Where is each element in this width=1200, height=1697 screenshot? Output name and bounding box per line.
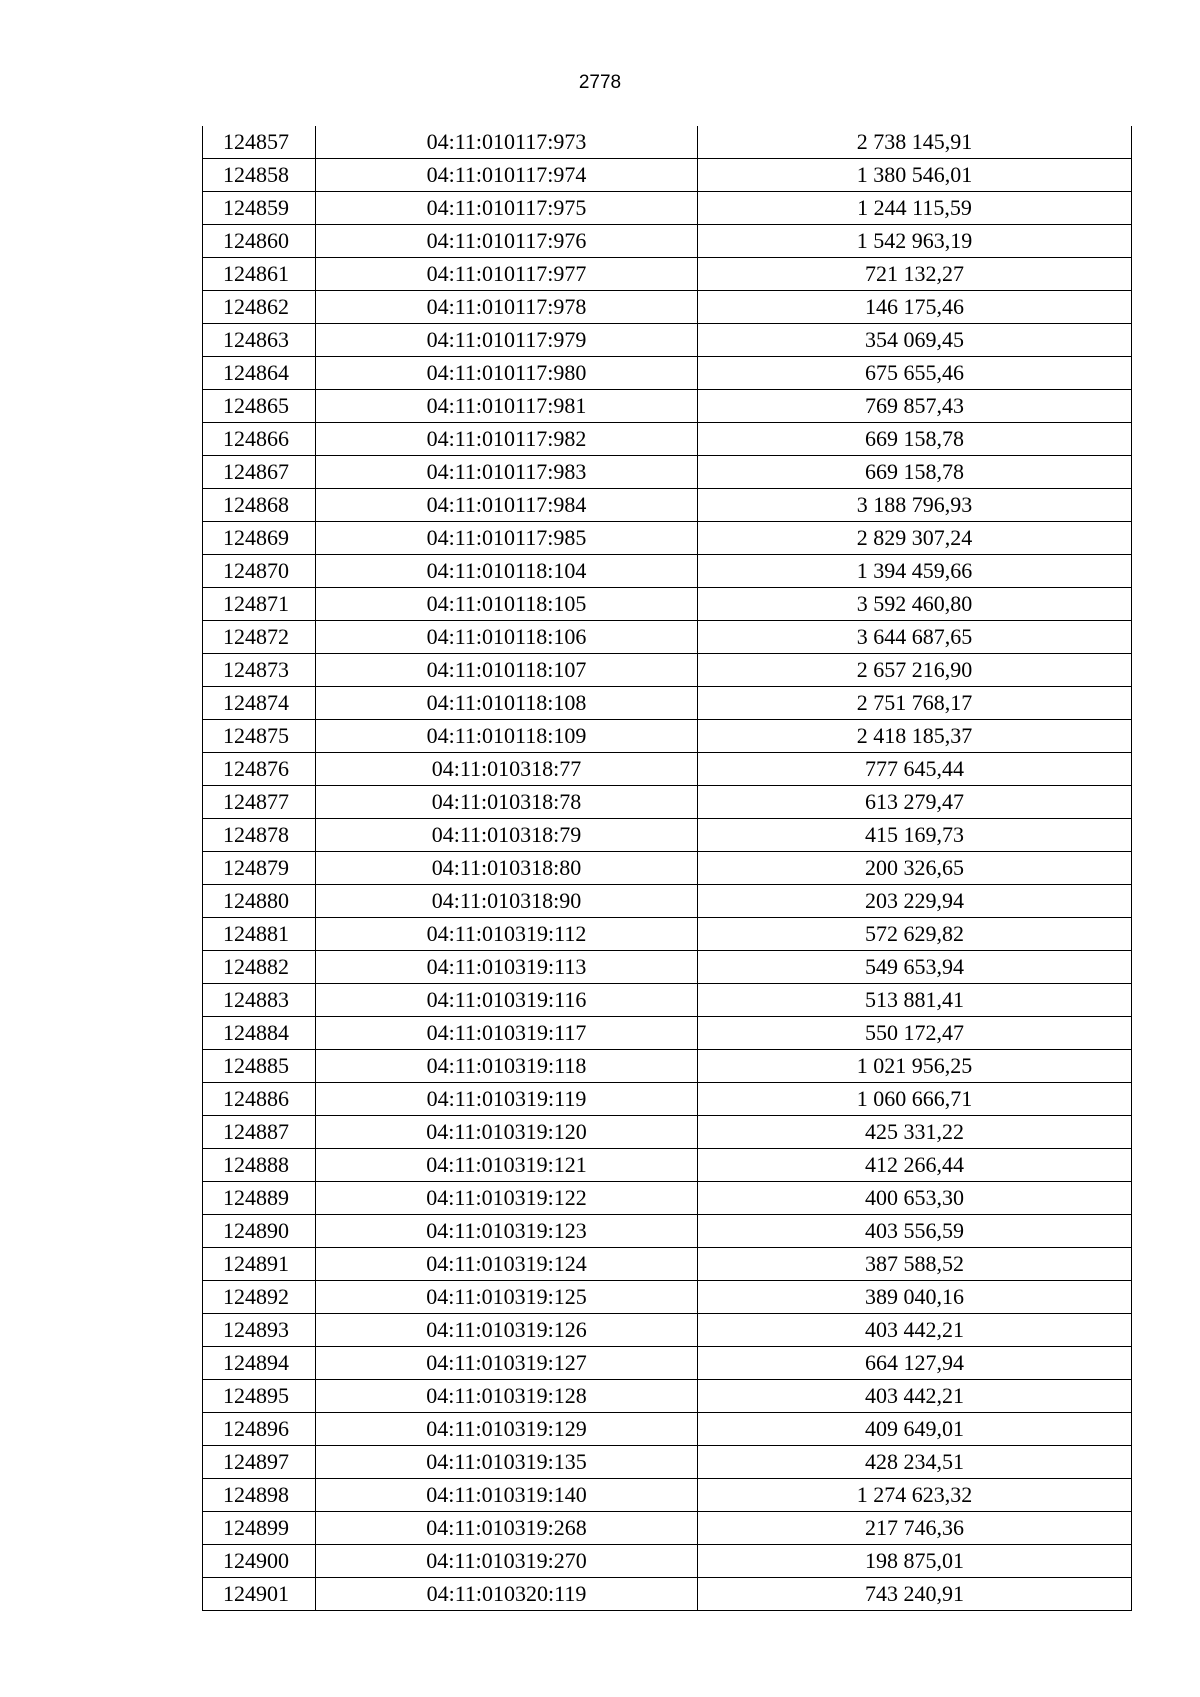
cadastral-value-cell: 3 644 687,65 — [698, 621, 1132, 654]
table-row — [203, 522, 1132, 555]
row-number-cell: 124881 — [203, 918, 316, 951]
row-number-cell: 124868 — [203, 489, 316, 522]
cadastral-value-cell: 425 331,22 — [698, 1116, 1132, 1149]
table-row — [203, 1446, 1132, 1479]
cadastral-number-cell: 04:11:010319:116 — [316, 984, 698, 1017]
row-number-cell: 124895 — [203, 1380, 316, 1413]
cadastral-number-cell: 04:11:010318:90 — [316, 885, 698, 918]
row-number-cell: 124896 — [203, 1413, 316, 1446]
cadastral-number-cell: 04:11:010117:975 — [316, 192, 698, 225]
cadastral-value-cell: 513 881,41 — [698, 984, 1132, 1017]
cadastral-value-cell: 1 380 546,01 — [698, 159, 1132, 192]
table-row — [203, 1380, 1132, 1413]
cadastral-number-cell: 04:11:010319:112 — [316, 918, 698, 951]
cadastral-value-cell: 669 158,78 — [698, 456, 1132, 489]
table-row — [203, 159, 1132, 192]
table-row — [203, 291, 1132, 324]
cadastral-value-cell: 415 169,73 — [698, 819, 1132, 852]
cadastral-number-cell: 04:11:010319:128 — [316, 1380, 698, 1413]
row-number-cell: 124900 — [203, 1545, 316, 1578]
row-number-cell: 124869 — [203, 522, 316, 555]
row-number-cell: 124866 — [203, 423, 316, 456]
cadastral-value-cell: 721 132,27 — [698, 258, 1132, 291]
table-row — [203, 225, 1132, 258]
row-number-cell: 124867 — [203, 456, 316, 489]
cadastral-number-cell: 04:11:010319:126 — [316, 1314, 698, 1347]
table-row — [203, 654, 1132, 687]
table-row — [203, 1149, 1132, 1182]
cadastral-value-cell: 769 857,43 — [698, 390, 1132, 423]
cadastral-value-cell: 428 234,51 — [698, 1446, 1132, 1479]
page-number: 2778 — [578, 72, 622, 93]
table-row — [203, 1281, 1132, 1314]
cadastral-value-table — [202, 126, 1132, 1611]
row-number-cell: 124899 — [203, 1512, 316, 1545]
cadastral-number-cell: 04:11:010318:78 — [316, 786, 698, 819]
cadastral-value-cell: 2 829 307,24 — [698, 522, 1132, 555]
row-number-cell: 124887 — [203, 1116, 316, 1149]
cadastral-number-cell: 04:11:010319:120 — [316, 1116, 698, 1149]
cadastral-number-cell: 04:11:010319:123 — [316, 1215, 698, 1248]
cadastral-value-cell: 743 240,91 — [698, 1578, 1132, 1611]
cadastral-number-cell: 04:11:010318:77 — [316, 753, 698, 786]
cadastral-value-cell: 3 188 796,93 — [698, 489, 1132, 522]
cadastral-number-cell: 04:11:010320:119 — [316, 1578, 698, 1611]
cadastral-value-cell: 1 060 666,71 — [698, 1083, 1132, 1116]
table-row — [203, 852, 1132, 885]
cadastral-number-cell: 04:11:010318:80 — [316, 852, 698, 885]
row-number-cell: 124859 — [203, 192, 316, 225]
cadastral-number-cell: 04:11:010319:122 — [316, 1182, 698, 1215]
table-row — [203, 1545, 1132, 1578]
table-row — [203, 1314, 1132, 1347]
table-row — [203, 588, 1132, 621]
row-number-cell: 124886 — [203, 1083, 316, 1116]
cadastral-value-cell: 387 588,52 — [698, 1248, 1132, 1281]
cadastral-value-cell: 669 158,78 — [698, 423, 1132, 456]
row-number-cell: 124874 — [203, 687, 316, 720]
table-row — [203, 1182, 1132, 1215]
cadastral-number-cell: 04:11:010318:79 — [316, 819, 698, 852]
cadastral-number-cell: 04:11:010118:109 — [316, 720, 698, 753]
cadastral-number-cell: 04:11:010118:106 — [316, 621, 698, 654]
cadastral-value-cell: 777 645,44 — [698, 753, 1132, 786]
cadastral-number-cell: 04:11:010117:978 — [316, 291, 698, 324]
row-number-cell: 124898 — [203, 1479, 316, 1512]
table-row — [203, 324, 1132, 357]
cadastral-number-cell: 04:11:010319:268 — [316, 1512, 698, 1545]
row-number-cell: 124860 — [203, 225, 316, 258]
cadastral-value-cell: 2 738 145,91 — [698, 126, 1132, 159]
cadastral-value-cell: 403 442,21 — [698, 1380, 1132, 1413]
table-row — [203, 1347, 1132, 1380]
table-body — [203, 126, 1132, 1611]
cadastral-value-cell: 2 751 768,17 — [698, 687, 1132, 720]
row-number-cell: 124861 — [203, 258, 316, 291]
row-number-cell: 124880 — [203, 885, 316, 918]
table-row — [203, 192, 1132, 225]
row-number-cell: 124897 — [203, 1446, 316, 1479]
row-number-cell: 124858 — [203, 159, 316, 192]
cadastral-value-cell: 1 542 963,19 — [698, 225, 1132, 258]
cadastral-value-cell: 1 021 956,25 — [698, 1050, 1132, 1083]
cadastral-number-cell: 04:11:010117:985 — [316, 522, 698, 555]
table-row — [203, 984, 1132, 1017]
row-number-cell: 124862 — [203, 291, 316, 324]
table-row — [203, 1578, 1132, 1611]
table-row — [203, 819, 1132, 852]
table-row — [203, 258, 1132, 291]
row-number-cell: 124871 — [203, 588, 316, 621]
row-number-cell: 124879 — [203, 852, 316, 885]
row-number-cell: 124878 — [203, 819, 316, 852]
row-number-cell: 124877 — [203, 786, 316, 819]
row-number-cell: 124864 — [203, 357, 316, 390]
cadastral-value-cell: 354 069,45 — [698, 324, 1132, 357]
cadastral-value-cell: 2 657 216,90 — [698, 654, 1132, 687]
cadastral-number-cell: 04:11:010319:117 — [316, 1017, 698, 1050]
cadastral-number-cell: 04:11:010319:140 — [316, 1479, 698, 1512]
cadastral-number-cell: 04:11:010319:270 — [316, 1545, 698, 1578]
cadastral-number-cell: 04:11:010117:974 — [316, 159, 698, 192]
cadastral-number-cell: 04:11:010319:135 — [316, 1446, 698, 1479]
cadastral-value-cell: 203 229,94 — [698, 885, 1132, 918]
table-row — [203, 951, 1132, 984]
cadastral-value-cell: 403 556,59 — [698, 1215, 1132, 1248]
table-row — [203, 687, 1132, 720]
row-number-cell: 124865 — [203, 390, 316, 423]
cadastral-number-cell: 04:11:010117:977 — [316, 258, 698, 291]
cadastral-number-cell: 04:11:010319:129 — [316, 1413, 698, 1446]
table-row — [203, 423, 1132, 456]
row-number-cell: 124892 — [203, 1281, 316, 1314]
cadastral-number-cell: 04:11:010118:104 — [316, 555, 698, 588]
table-row — [203, 918, 1132, 951]
cadastral-number-cell: 04:11:010117:979 — [316, 324, 698, 357]
row-number-cell: 124884 — [203, 1017, 316, 1050]
table-row — [203, 489, 1132, 522]
row-number-cell: 124890 — [203, 1215, 316, 1248]
cadastral-value-cell: 412 266,44 — [698, 1149, 1132, 1182]
table-row — [203, 390, 1132, 423]
table-row — [203, 126, 1132, 159]
cadastral-value-cell: 1 274 623,32 — [698, 1479, 1132, 1512]
row-number-cell: 124882 — [203, 951, 316, 984]
table-row — [203, 1413, 1132, 1446]
cadastral-number-cell: 04:11:010319:119 — [316, 1083, 698, 1116]
row-number-cell: 124893 — [203, 1314, 316, 1347]
table-row — [203, 357, 1132, 390]
row-number-cell: 124875 — [203, 720, 316, 753]
row-number-cell: 124894 — [203, 1347, 316, 1380]
cadastral-number-cell: 04:11:010117:976 — [316, 225, 698, 258]
cadastral-number-cell: 04:11:010118:107 — [316, 654, 698, 687]
table-row — [203, 1083, 1132, 1116]
cadastral-value-cell: 389 040,16 — [698, 1281, 1132, 1314]
cadastral-number-cell: 04:11:010319:124 — [316, 1248, 698, 1281]
table-row — [203, 720, 1132, 753]
cadastral-number-cell: 04:11:010117:982 — [316, 423, 698, 456]
table-row — [203, 1050, 1132, 1083]
cadastral-number-cell: 04:11:010319:121 — [316, 1149, 698, 1182]
table-row — [203, 753, 1132, 786]
cadastral-value-cell: 198 875,01 — [698, 1545, 1132, 1578]
table-row — [203, 885, 1132, 918]
table-row — [203, 1017, 1132, 1050]
cadastral-value-cell: 675 655,46 — [698, 357, 1132, 390]
row-number-cell: 124889 — [203, 1182, 316, 1215]
row-number-cell: 124873 — [203, 654, 316, 687]
cadastral-number-cell: 04:11:010117:984 — [316, 489, 698, 522]
row-number-cell: 124885 — [203, 1050, 316, 1083]
table-row — [203, 456, 1132, 489]
cadastral-value-cell: 2 418 185,37 — [698, 720, 1132, 753]
cadastral-value-cell: 409 649,01 — [698, 1413, 1132, 1446]
row-number-cell: 124876 — [203, 753, 316, 786]
cadastral-value-cell: 403 442,21 — [698, 1314, 1132, 1347]
cadastral-value-cell: 664 127,94 — [698, 1347, 1132, 1380]
cadastral-value-cell: 217 746,36 — [698, 1512, 1132, 1545]
row-number-cell: 124901 — [203, 1578, 316, 1611]
cadastral-value-cell: 549 653,94 — [698, 951, 1132, 984]
cadastral-number-cell: 04:11:010117:980 — [316, 357, 698, 390]
row-number-cell: 124872 — [203, 621, 316, 654]
row-number-cell: 124891 — [203, 1248, 316, 1281]
table-row — [203, 1479, 1132, 1512]
cadastral-value-cell: 200 326,65 — [698, 852, 1132, 885]
table-row — [203, 1215, 1132, 1248]
table-row — [203, 621, 1132, 654]
cadastral-number-cell: 04:11:010319:113 — [316, 951, 698, 984]
table-row — [203, 1116, 1132, 1149]
table-row — [203, 1248, 1132, 1281]
row-number-cell: 124870 — [203, 555, 316, 588]
cadastral-value-cell: 1 244 115,59 — [698, 192, 1132, 225]
table-row — [203, 555, 1132, 588]
table-row — [203, 1512, 1132, 1545]
cadastral-number-cell: 04:11:010117:981 — [316, 390, 698, 423]
row-number-cell: 124863 — [203, 324, 316, 357]
table-row — [203, 786, 1132, 819]
cadastral-number-cell: 04:11:010117:983 — [316, 456, 698, 489]
cadastral-number-cell: 04:11:010319:125 — [316, 1281, 698, 1314]
cadastral-value-cell: 146 175,46 — [698, 291, 1132, 324]
cadastral-value-cell: 3 592 460,80 — [698, 588, 1132, 621]
cadastral-number-cell: 04:11:010117:973 — [316, 126, 698, 159]
cadastral-value-cell: 550 172,47 — [698, 1017, 1132, 1050]
cadastral-value-cell: 613 279,47 — [698, 786, 1132, 819]
row-number-cell: 124888 — [203, 1149, 316, 1182]
cadastral-number-cell: 04:11:010319:118 — [316, 1050, 698, 1083]
cadastral-value-cell: 400 653,30 — [698, 1182, 1132, 1215]
row-number-cell: 124857 — [203, 126, 316, 159]
cadastral-number-cell: 04:11:010319:127 — [316, 1347, 698, 1380]
cadastral-number-cell: 04:11:010118:108 — [316, 687, 698, 720]
row-number-cell: 124883 — [203, 984, 316, 1017]
cadastral-value-cell: 1 394 459,66 — [698, 555, 1132, 588]
cadastral-number-cell: 04:11:010118:105 — [316, 588, 698, 621]
cadastral-value-cell: 572 629,82 — [698, 918, 1132, 951]
